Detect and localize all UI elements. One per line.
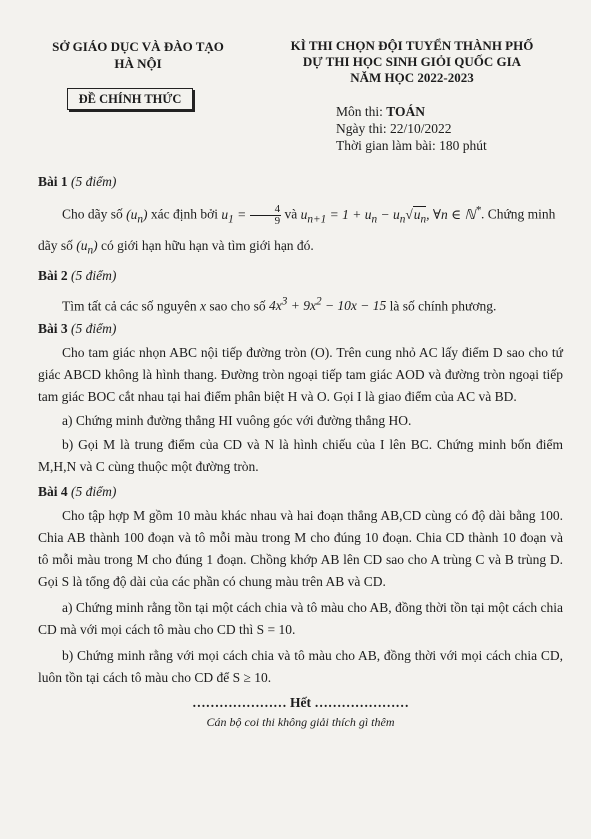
problem-1-statement-cont: dãy số $(u_n)$ có giới hạn hữu hạn và tìm giới hạn đó. — [38, 238, 314, 257]
math-u1: $u_1$ = — [221, 206, 250, 226]
exam-info — [336, 103, 487, 154]
problem-1-statement: Cho dãy số $(u_n)$ xác định bởi $u_1$ = $\frac{4}{9}$ và $u_{n+1} = 1 + u_n - u_n√u_n$, ∀n ∈ ℕ*. Chứng minh — [62, 202, 556, 227]
problem-4-heading: Bài 4 (5 điểm) — [38, 484, 117, 500]
problem-4-part-b: b) Chứng minh rằng với mọi cách chia và tô màu cho AB, đồng thời với mọi cách chia CD, luôn tồn tại cách tô màu cho CD để S ≥ 10. — [38, 648, 563, 686]
department-name: SỞ GIÁO DỤC VÀ ĐÀO TẠO — [52, 39, 224, 54]
problem-4-statement: Cho tập hợp M gồm 10 màu khác nhau và hai đoạn thẳng AB,CD cùng có độ dài bằng 100. Chia AB thành 100 đoạn và tô mỗi màu trong M cho đúng 10 đoạn. Chia CD thành 10 đoạn và tô mỗi màu trong M cho đúng 1 đoạn. Chồng khớp AB lên CD sao cho A trùng C và B trùng D. Gọi S là tổng độ dài của các phần có chung màu trên AB và CD. — [38, 508, 563, 590]
department-header — [38, 38, 238, 72]
official-exam-badge: ĐỀ CHÍNH THỨC — [67, 88, 193, 110]
subject-value: TOÁN — [386, 104, 426, 119]
problem-3-statement: Cho tam giác nhọn ABC nội tiếp đường tròn (O). Trên cung nhỏ AC lấy điểm D sao cho tứ giác ABCD không là hình thang. Đường tròn ngoại tiếp tam giác AOD và đường tròn ngoại tiếp tam giác BOC cắt nhau tại hai điểm phân biệt H và O. Gọi I là giao điểm của AC và BD. — [38, 345, 563, 405]
exam-header — [262, 38, 562, 86]
problem-2-statement: Tìm tất cả các số nguyên x sao cho số $4x^3 + 9x^2 - 10x - 15$ là số chính phương. — [62, 295, 497, 314]
subject-line: Môn thi: TOÁN — [336, 104, 426, 119]
exam-duration: Thời gian làm bài: 180 phút — [336, 138, 487, 153]
problem-2-heading: Bài 2 (5 điểm) — [38, 267, 117, 283]
problem-3-heading: Bài 3 (5 điểm) — [38, 321, 117, 337]
math-polynomial: $4x^3 + 9x^2 - 10x - 15$ — [268, 295, 387, 314]
math-fraction: $\frac{4}{9}$ — [250, 204, 282, 227]
exam-title-line2: DỰ THI HỌC SINH GIỎI QUỐC GIA — [302, 54, 522, 69]
proctor-note: Cán bộ coi thi không giải thích gì thêm — [206, 715, 395, 730]
city-name: HÀ NỘI — [114, 56, 162, 71]
end-marker: ………………… Hết ………………… — [192, 695, 409, 711]
math-sequence: $(u_n)$ — [76, 238, 98, 257]
exam-year: NĂM HỌC 2022-2023 — [350, 70, 474, 85]
problem-3-part-b: b) Gọi M là trung điểm của CD và N là hình chiếu của I lên BC. Chứng minh bốn điểm M,H,N và C cùng thuộc một đường tròn. — [38, 437, 563, 475]
problem-3-part-a: a) Chứng minh đường thẳng HI vuông góc với đường thẳng HO. — [62, 413, 412, 429]
math-recurrence: $u_{n+1} = 1 + u_n - u_n√u_n$, ∀n ∈ ℕ* — [300, 204, 481, 226]
exam-title-line1: KÌ THI CHỌN ĐỘI TUYỂN THÀNH PHỐ — [290, 38, 534, 53]
math-sequence: $(u_n)$ — [126, 206, 148, 226]
exam-date: Ngày thi: 22/10/2022 — [336, 121, 452, 136]
exam-body — [38, 172, 563, 730]
problem-1-heading: Bài 1 (5 điểm) — [38, 174, 117, 189]
problem-4-part-a: a) Chứng minh rằng tồn tại một cách chia và tô màu cho AB, đồng thời tồn tại một cách chia CD mà với mọi cách tô màu cho CD thì S = 10. — [38, 600, 563, 638]
